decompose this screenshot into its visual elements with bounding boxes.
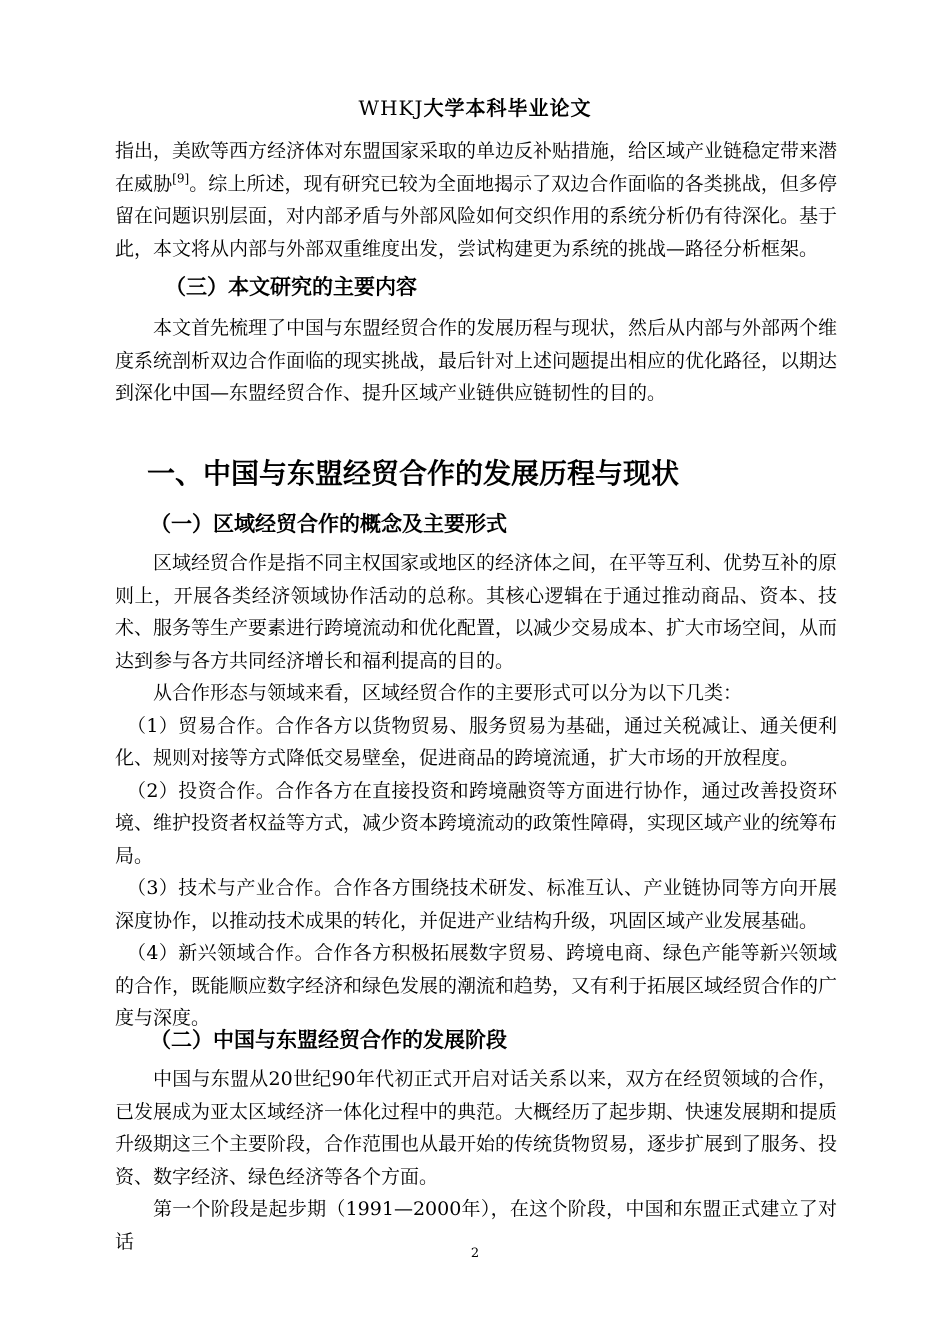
subsection1-paragraph-1: 区域经贸合作是指不同主权国家或地区的经济体之间，在平等互利、优势互补的原则上，开展各类经济领域协作活动的总称。其核心逻辑在于通过推动商品、资本、技术、服务等生产要素进行跨境流动和优化配置，以减少交易成本、扩大市场空间，从而达到参与各方共同经济增长和福利提高的目的。 (115, 552, 838, 672)
intro-paragraph-block (115, 135, 837, 265)
subsection2-paragraph-2: 第一个阶段是起步期（1991—2000年），在这个阶段，中国和东盟正式建立了对话 (115, 1198, 837, 1253)
header-title: 大学本科毕业论文 (423, 96, 592, 120)
subsection1-block (115, 547, 837, 1035)
page-number: 2 (470, 1246, 480, 1261)
subsection-heading-2: （二）中国与东盟经贸合作的发展阶段 (150, 1028, 507, 1052)
subsection1-paragraph-2: 从合作形态与领域来看，区域经贸合作的主要形式可以分为以下几类： (153, 682, 743, 704)
chapter-heading: 一、中国与东盟经贸合作的发展历程与现状 (147, 457, 680, 490)
list-item-technology: （3）技术与产业合作。合作各方围绕技术研发、标准互认、产业链协同等方向开展深度协作，以推动技术成果的转化，并促进产业结构升级，巩固区域产业发展基础。 (115, 877, 837, 932)
intro-text-a: 指出，美欧等西方经济体对东盟国家采取的单边反补贴措施，给区域产业链稳定带来潜在威胁 (115, 140, 838, 195)
header-latin: WHKJ (358, 96, 424, 120)
citation-marker: [9] (172, 171, 190, 186)
intro-text-b: 。综上所述，现有研究已较为全面地揭示了双边合作面临的各类挑战，但多停留在问题识别层面，对内部矛盾与外部风险如何交织作用的系统分析仍有待深化。基于此，本文将从内部与外部双重维度出发，尝试构建更为系统的挑战—路径分析框架。 (115, 172, 838, 260)
running-header (0, 92, 950, 121)
section3-block (115, 312, 837, 410)
list-item-trade: （1）贸易合作。合作各方以货物贸易、服务贸易为基础，通过关税减让、通关便利化、规则对接等方式降低交易壁垒，促进商品的跨境流通，扩大市场的开放程度。 (115, 714, 837, 769)
subsection2-block (115, 1063, 837, 1258)
list-item-investment: （2）投资合作。合作各方在直接投资和跨境融资等方面进行协作，通过改善投资环境、维护投资者权益等方式，减少资本跨境流动的政策性障碍，实现区域产业的统筹布局。 (115, 779, 838, 867)
section-heading-3: （三）本文研究的主要内容 (165, 275, 417, 299)
list-item-emerging: （4）新兴领域合作。合作各方积极拓展数字贸易、跨境电商、绿色产能等新兴领域的合作，既能顺应数字经济和绿色发展的潮流和趋势，又有利于拓展区域经贸合作的广度与深度。 (115, 942, 838, 1029)
intro-paragraph (115, 135, 837, 265)
section3-paragraph: 本文首先梳理了中国与东盟经贸合作的发展历程与现状，然后从内部与外部两个维度系统剖析双边合作面临的现实挑战，最后针对上述问题提出相应的优化路径，以期达到深化中国—东盟经贸合作、提升区域产业链供应链韧性的目的。 (115, 317, 838, 404)
subsection-heading-1: （一）区域经贸合作的概念及主要形式 (150, 512, 507, 536)
subsection2-paragraph-1: 中国与东盟从20世纪90年代初正式开启对话关系以来，双方在经贸领域的合作，已发展成为亚太区域经济一体化过程中的典范。大概经历了起步期、快速发展期和提质升级期这三个主要阶段，合作范围也从最开始的传统货物贸易，逐步扩展到了服务、投资、数字经济、绿色经济等各个方面。 (115, 1068, 838, 1188)
